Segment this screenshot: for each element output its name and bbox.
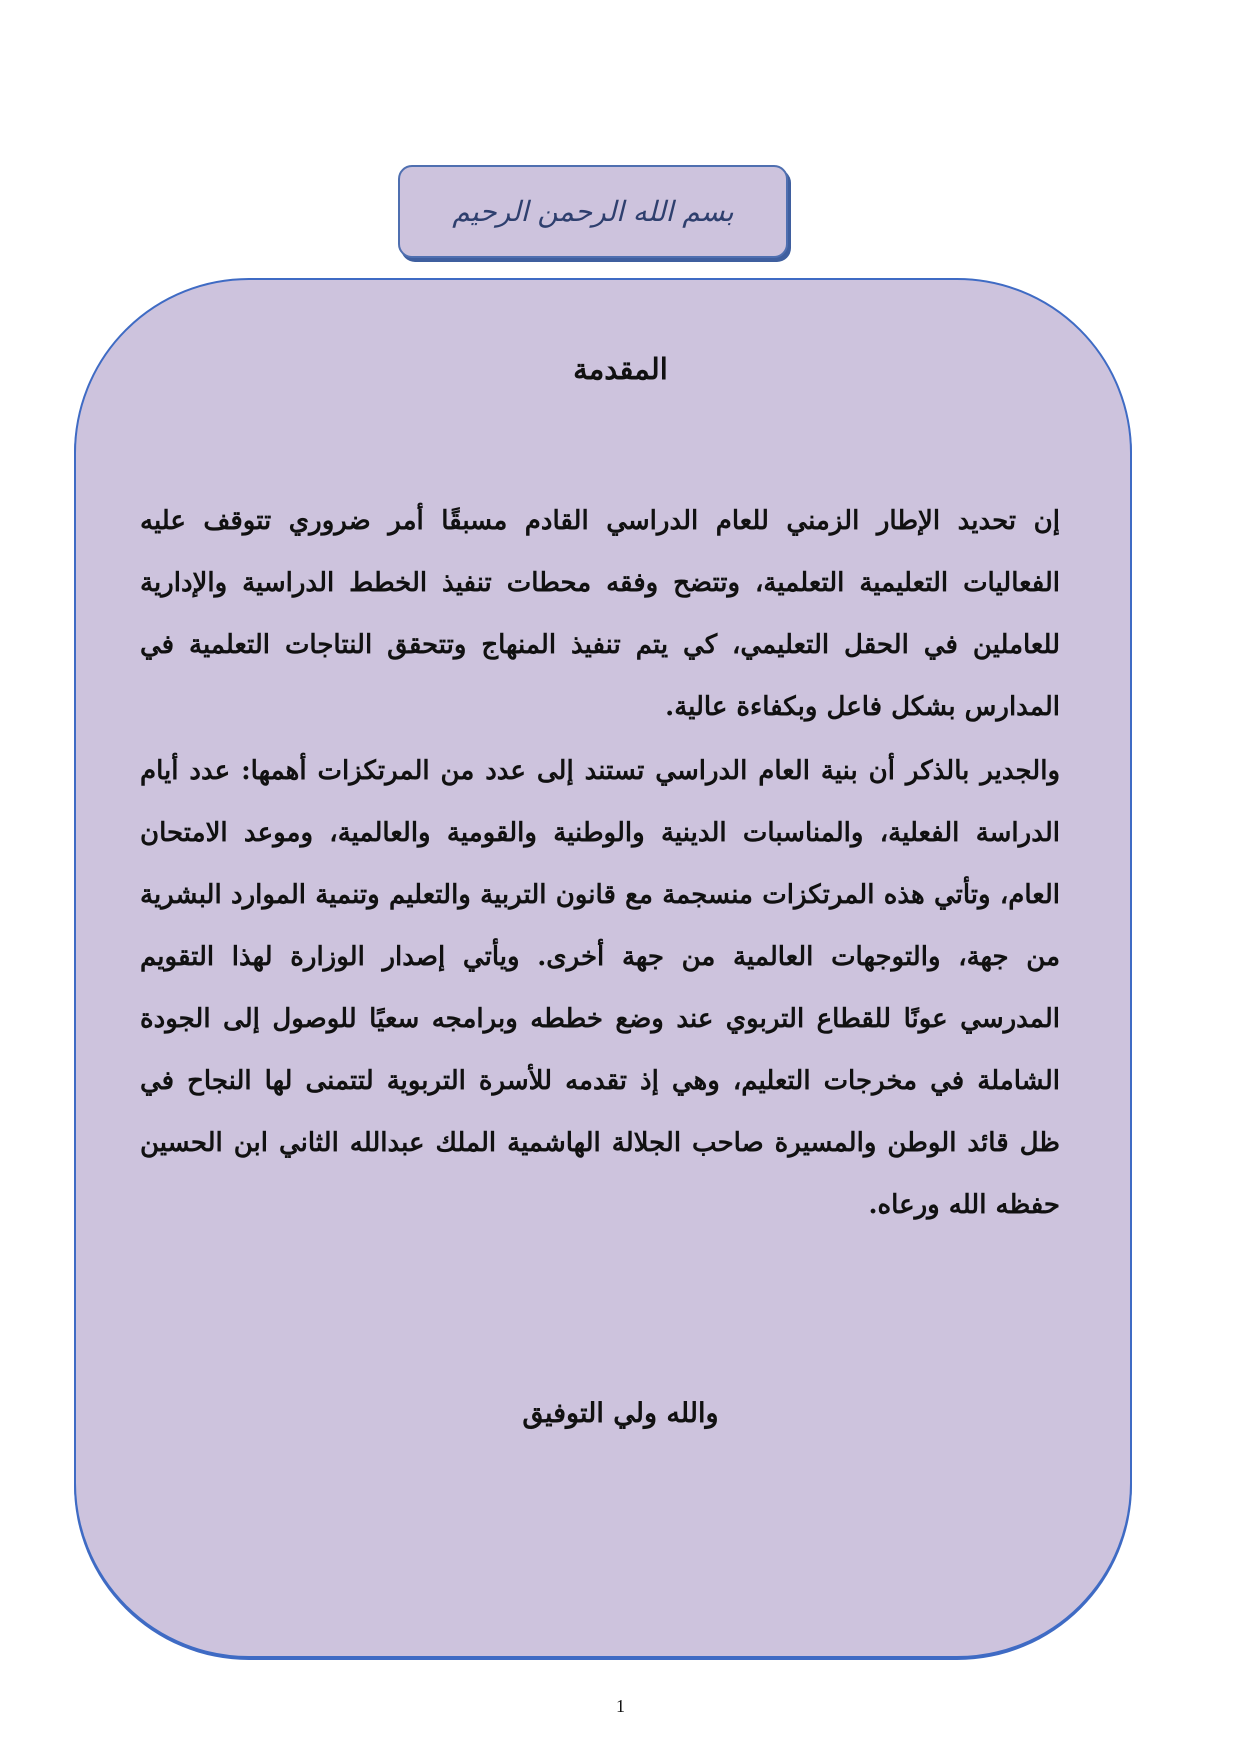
page-number: 1 bbox=[616, 1696, 625, 1716]
introduction-paragraph: والجدير بالذكر أن بنية العام الدراسي تستند إلى عدد من المرتكزات أهمها: عدد أيام الدراسة الفعلية، والمناسبات الدينية والوطنية والقومية والعالمية، وموعد الامتحان العام، وتأتي هذه المرتكزات منسجمة مع قانون التربية والتعليم وتنمية الموارد البشرية من جهة، والتوجهات العالمية من جهة أخرى. ويأتي إصدار الوزارة لهذا التقويم المدرسي عونًا للقطاع التربوي عند وضع خططه وبرامجه سعيًا للوصول إلى الجودة الشاملة في مخرجات التعليم، وهي إذ تقدمه للأسرة التربوية لتتمنى لها النجاح في ظل قائد الوطن والمسيرة صاحب الجلالة الهاشمية الملك عبدالله الثاني ابن الحسين حفظه الله ورعاه. bbox=[140, 756, 1060, 1220]
basmala-text: بسم الله الرحمن الرحيم bbox=[452, 195, 734, 228]
introduction-paragraph: إن تحديد الإطار الزمني للعام الدراسي القادم مسبقًا أمر ضروري تتوقف عليه الفعاليات التعليمية التعلمية، وتتضح وفقه محطات تنفيذ الخطط الدراسية والإدارية للعاملين في الحقل التعليمي، كي يتم تنفيذ المنهاج وتتحقق النتاجات التعلمية في المدارس بشكل فاعل وبكفاءة عالية. bbox=[140, 506, 1060, 722]
basmala-box bbox=[398, 165, 788, 258]
introduction-title: المقدمة bbox=[573, 352, 668, 386]
introduction-body bbox=[140, 490, 1060, 1236]
closing-line: والله ولي التوفيق bbox=[522, 1398, 719, 1429]
